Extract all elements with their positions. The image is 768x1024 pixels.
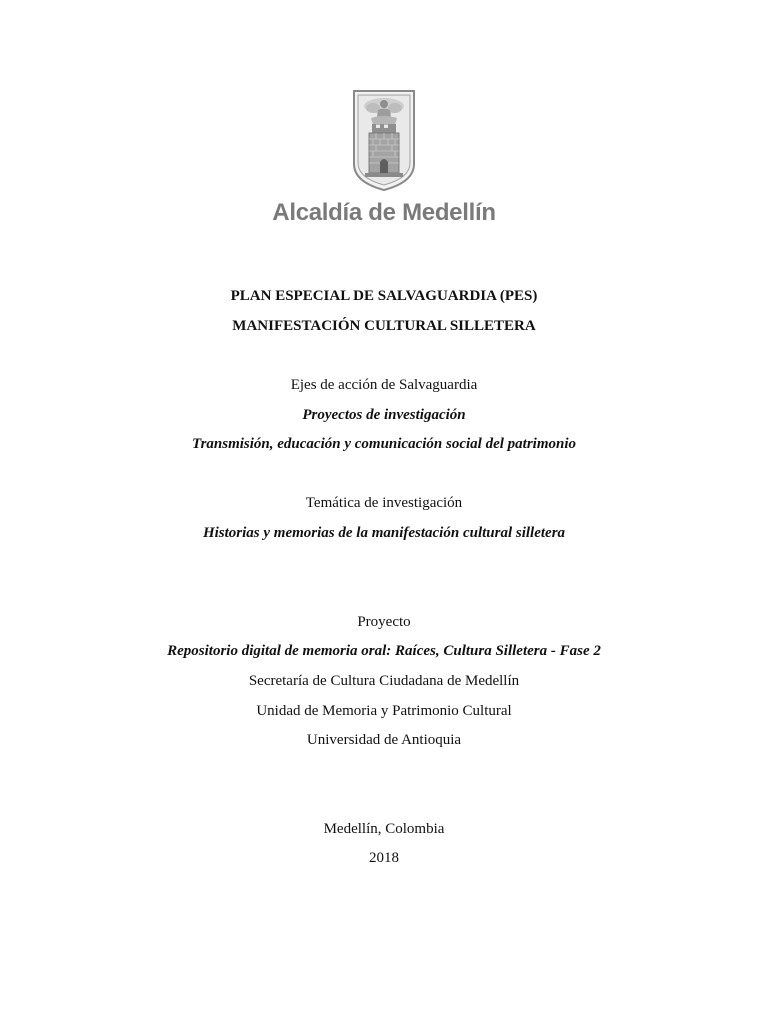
project-entity-2: Unidad de Memoria y Patrimonio Cultural xyxy=(256,703,512,719)
axes-label: Ejes de acción de Salvaguardia xyxy=(290,377,478,393)
axes-item-2: Transmisión, educación y comunicación social del patrimonio xyxy=(191,436,577,452)
project-entity-1: Secretaría de Cultura Ciudadana de Medellín xyxy=(248,673,520,689)
title-line-1: PLAN ESPECIAL DE SALVAGUARDIA (PES) xyxy=(230,288,538,304)
theme-label: Temática de investigación xyxy=(305,495,463,511)
theme-value: Historias y memorias de la manifestación cultural silletera xyxy=(202,525,566,541)
project-entity-3: Universidad de Antioquia xyxy=(306,732,462,748)
institution-name: Alcaldía de Medellín xyxy=(272,199,496,226)
footer-place: Medellín, Colombia xyxy=(323,821,445,837)
title-line-2: MANIFESTACIÓN CULTURAL SILLETERA xyxy=(232,318,536,334)
axes-item-1: Proyectos de investigación xyxy=(302,407,466,423)
institution-logo xyxy=(0,88,768,227)
medellin-coat-of-arms-icon xyxy=(351,88,417,192)
footer-year: 2018 xyxy=(369,850,399,866)
project-name: Repositorio digital de memoria oral: Raíces, Cultura Silletera - Fase 2 xyxy=(167,643,601,659)
project-label: Proyecto xyxy=(357,614,411,630)
